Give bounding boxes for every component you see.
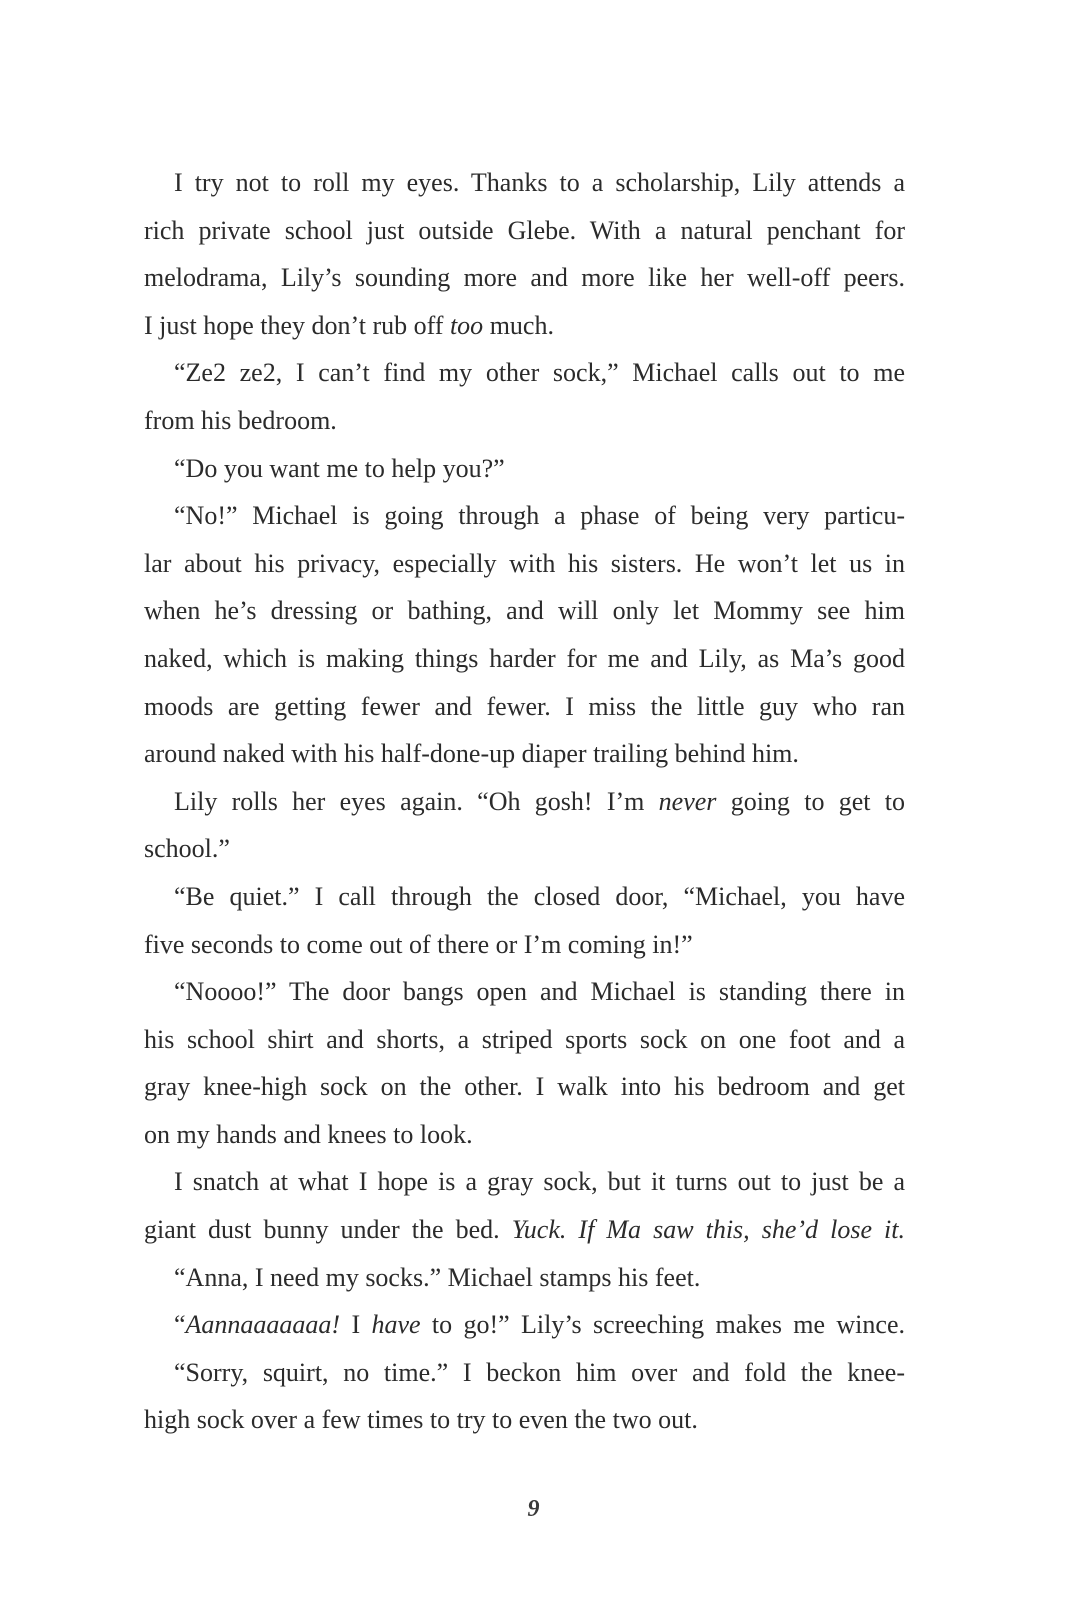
text-segment: giant dust bunny under the bed. — [144, 1215, 512, 1245]
text-segment: high sock over a few times to try to even the two out. — [144, 1405, 698, 1435]
text-segment: “No!” Michael is going through a phase of being very particu- — [174, 501, 905, 531]
text-line — [144, 1349, 905, 1397]
text-segment: lar about his privacy, especially with his sisters. He won’t let us in — [144, 548, 905, 578]
text-segment: “Sorry, squirt, no time.” I beckon him over and fold the knee- — [174, 1357, 905, 1387]
body-text — [144, 159, 905, 1444]
text-line — [144, 635, 905, 683]
text-segment: “ — [174, 1310, 186, 1340]
text-segment: moods are getting fewer and fewer. I miss the little guy who ran — [144, 691, 905, 721]
page-number: 9 — [527, 1496, 540, 1522]
text-segment: around naked with his half-done-up diaper trailing behind him. — [144, 739, 799, 769]
text-line — [144, 1063, 905, 1111]
text-segment: “Do you want me to help you?” — [174, 453, 505, 483]
text-segment: “Be quiet.” I call through the closed door, “Michael, you have — [174, 881, 905, 911]
text-line — [144, 1016, 905, 1064]
text-line — [144, 540, 905, 588]
text-line — [144, 1301, 905, 1349]
text-line — [144, 207, 905, 255]
text-line — [144, 730, 905, 778]
text-segment: much. — [483, 310, 554, 340]
text-segment: I — [340, 1310, 372, 1340]
text-line — [144, 492, 905, 540]
text-line — [144, 1111, 905, 1159]
text-line — [144, 349, 905, 397]
text-line — [144, 1254, 905, 1302]
text-segment: I just hope they don’t rub off — [144, 310, 450, 340]
text-line — [144, 921, 905, 969]
text-line — [144, 873, 905, 921]
text-line — [144, 1206, 905, 1254]
text-segment: “Noooo!” The door bangs open and Michael is standing there in — [174, 977, 905, 1007]
italic-text: Aannaaaaaaa! — [185, 1310, 341, 1340]
text-segment: his school shirt and shorts, a striped sports sock on one foot and a — [144, 1024, 905, 1054]
text-line — [144, 254, 905, 302]
text-segment: rich private school just outside Glebe. With a natural penchant for — [144, 215, 905, 245]
text-segment: I try not to roll my eyes. Thanks to a scholarship, Lily attends a — [174, 168, 905, 197]
text-segment: naked, which is making things harder for me and Lily, as Ma’s good — [144, 643, 905, 673]
italic-text: Yuck. If Ma saw this, she’d lose it. — [511, 1215, 905, 1245]
text-line — [144, 159, 905, 207]
italic-text: never — [658, 786, 717, 816]
text-line — [144, 778, 905, 826]
text-line — [144, 1158, 905, 1206]
text-segment: gray knee-high sock on the other. I walk into his bedroom and get — [144, 1072, 905, 1102]
text-line — [144, 302, 905, 350]
text-segment: on my hands and knees to look. — [144, 1119, 473, 1149]
text-segment: from his bedroom. — [144, 405, 337, 435]
text-line — [144, 587, 905, 635]
text-segment: school.” — [144, 834, 230, 864]
text-segment: “Ze2 ze2, I can’t find my other sock,” Michael calls out to me — [174, 358, 905, 388]
text-segment: when he’s dressing or bathing, and will only let Mommy see him — [144, 596, 905, 626]
text-segment: melodrama, Lily’s sounding more and more like her well-off peers. — [144, 263, 905, 293]
text-line — [144, 445, 905, 493]
text-line — [144, 1396, 905, 1444]
text-segment: going to get to — [716, 786, 905, 816]
text-segment: Lily rolls her eyes again. “Oh gosh! I’m — [174, 786, 659, 816]
text-segment: five seconds to come out of there or I’m coming in!” — [144, 929, 693, 959]
italic-text: have — [371, 1310, 421, 1340]
text-segment: I snatch at what I hope is a gray sock, but it turns out to just be a — [174, 1167, 905, 1197]
text-line — [144, 683, 905, 731]
text-line — [144, 825, 905, 873]
text-segment: “Anna, I need my socks.” Michael stamps his feet. — [174, 1262, 701, 1292]
text-segment: to go!” Lily’s screeching makes me wince. — [420, 1310, 905, 1340]
text-line — [144, 968, 905, 1016]
text-line — [144, 397, 905, 445]
italic-text: too — [449, 310, 484, 340]
